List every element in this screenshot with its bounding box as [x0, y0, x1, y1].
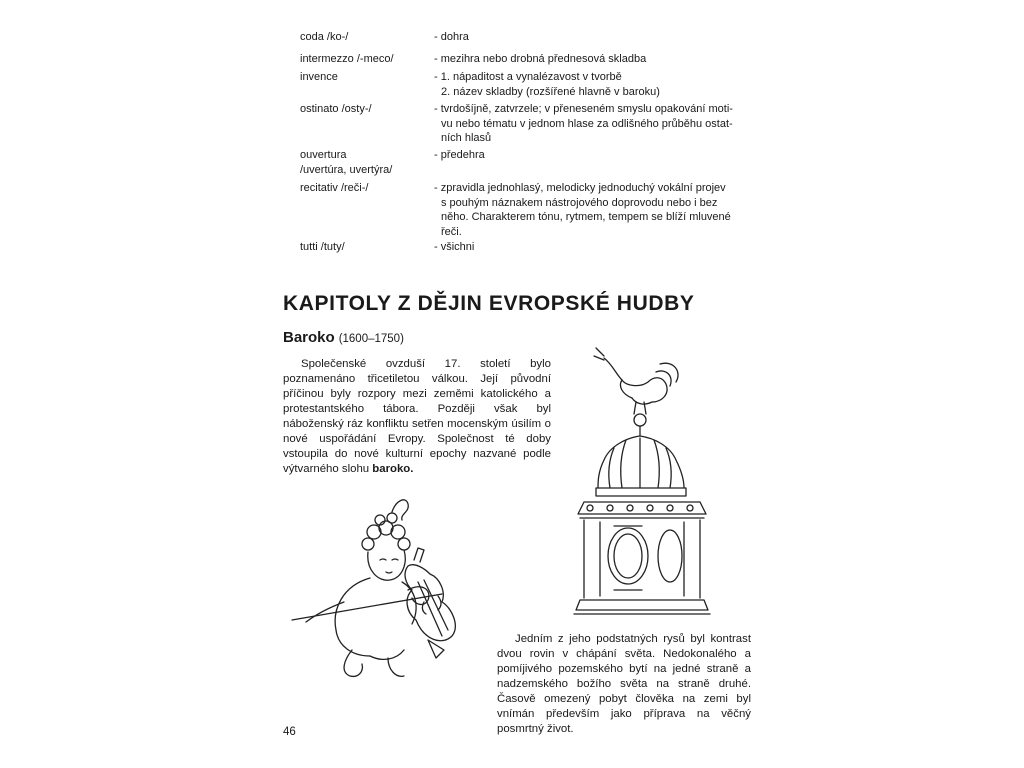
glossary-definition: - předehra — [434, 149, 485, 161]
glossary-term: ouvertura /uvertúra, uvertýra/ — [300, 149, 393, 176]
intro-paragraph-bold: baroko. — [372, 463, 414, 475]
glossary-term: intermezzo /-meco/ — [300, 53, 394, 65]
section-subheading — [283, 329, 404, 346]
glossary-term: recitativ /reči-/ — [300, 182, 369, 194]
contrast-paragraph-text: Jedním z jeho podstatných rysů byl kontrast dvou rovin v chápání světa. Nedokonalého a pomíjivého pozemského bytí na jedné straně a nadzemského božího světa na straně druhé. Časově omezený pobyt člověka na zemi byl vnímán především jako příprava na věčný posmrtný život. — [497, 633, 751, 735]
rooster-cupola-illustration — [570, 342, 720, 620]
glossary-term: invence — [300, 71, 338, 83]
cupid-drawing — [292, 490, 472, 690]
chapter-heading: KAPITOLY Z DĚJIN EVROPSKÉ HUDBY — [283, 292, 695, 315]
glossary-definition: - 1. nápaditost a vynalézavost v tvorbě 2. název skladby (rozšířené hlavně v baroku) — [434, 71, 660, 98]
contrast-paragraph — [497, 632, 751, 737]
subheading-title: Baroko — [283, 329, 335, 346]
glossary-definition: - dohra — [434, 31, 469, 43]
glossary-definition: - mezihra nebo drobná přednesová skladba — [434, 53, 647, 65]
cupola-drawing — [570, 342, 720, 620]
page-number: 46 — [283, 726, 296, 738]
glossary-term: tutti /tuty/ — [300, 241, 345, 253]
intro-paragraph — [283, 357, 551, 477]
intro-paragraph-text: Společenské ovzduší 17. století bylo poznamenáno třicetiletou válkou. Její původní příčinou byly rozpory mezi zeměmi katolického a protestantského tábora. Později však byl náboženský ráz konfliktu setřen mocenským úsilím o nové uspořádání Evropy. Společnost té doby vstoupila do nové kulturní epochy nazvané podle výtvarného slohu — [283, 358, 551, 475]
cupid-with-violin-illustration — [292, 490, 472, 690]
subheading-years: (1600–1750) — [338, 333, 404, 345]
glossary-definition: - všichni — [434, 241, 475, 253]
glossary-definition: - zpravidla jednohlasý, melodicky jednoduchý vokální projev s pouhým náznakem nástrojového doprovodu nebo i bez něho. Charakterem tónu, rytmem, tempem se blíží mluvené řeči. — [434, 182, 731, 238]
glossary-term: coda /ko-/ — [300, 31, 349, 43]
glossary-definition: - tvrdošíjně, zatvrzele; v přeneseném smyslu opakování moti- vu nebo tématu v jednom hlase za odlišného průběhu ostat- ních hlasů — [434, 103, 733, 145]
glossary-term: ostinato /osty-/ — [300, 103, 372, 115]
